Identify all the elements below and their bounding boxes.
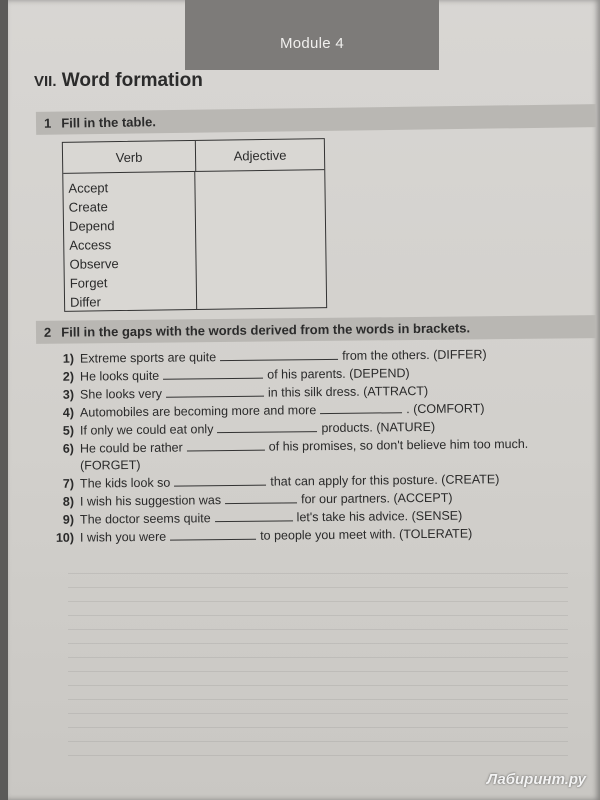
item-text: He could be rather [79, 440, 183, 456]
item-text: Extreme sports are quite [79, 350, 217, 366]
verb-column [63, 172, 197, 311]
item-text: to people you meet with. (TOLERATE) [260, 526, 473, 543]
section-title-text: Word formation [61, 70, 203, 91]
word-formation-table [62, 138, 327, 312]
answer-blank[interactable] [217, 419, 317, 433]
module-header-tab [185, 0, 439, 70]
answer-blank[interactable] [174, 473, 266, 487]
exercise-1-number: 1 [43, 115, 52, 131]
item-text: products. (NATURE) [321, 419, 436, 436]
module-label: Module 4 [279, 35, 345, 52]
answer-blank[interactable] [225, 490, 297, 504]
answer-blank[interactable] [220, 347, 338, 361]
section-title [34, 70, 203, 92]
item-number: 6) [62, 441, 74, 456]
exercise-2-instruction: Fill in the gaps with the words derived from the words in brackets. [61, 320, 471, 340]
table-header-row [63, 139, 324, 174]
table-cell-verb: Forget [69, 275, 108, 291]
watermark: Лабиринт.ру [486, 771, 586, 788]
exercise-1-header [36, 104, 596, 135]
table-header-verb: Verb [63, 141, 196, 173]
exercise-2-number: 2 [43, 324, 52, 340]
item-text: The kids look so [79, 475, 171, 491]
item-text: She looks very [79, 386, 163, 402]
item-number: 7) [62, 476, 75, 491]
list-item [50, 434, 600, 475]
item-number: 5) [62, 423, 75, 438]
item-text: of his parents. (DEPEND) [267, 366, 410, 382]
item-text: If only we could eat only [79, 422, 214, 438]
textbook-page [8, 0, 600, 800]
answer-blank[interactable] [187, 438, 265, 452]
item-text: let's take his advice. (SENSE) [296, 508, 463, 525]
item-text: for our partners. (ACCEPT) [300, 490, 453, 507]
item-number: 8) [62, 494, 75, 509]
table-cell-verb: Depend [68, 218, 115, 234]
section-roman-numeral: VII. [34, 73, 57, 90]
item-number: 1) [62, 351, 75, 366]
item-number: 10) [55, 530, 75, 545]
show-through-texture [68, 560, 568, 760]
item-number: 9) [62, 512, 75, 527]
item-text: . (COMFORT) [406, 401, 485, 417]
exercise-2-header [36, 315, 596, 344]
item-text: in this silk dress. (ATTRACT) [267, 383, 429, 400]
table-body [63, 170, 326, 311]
item-text: that can apply for this posture. (CREATE) [270, 472, 500, 489]
item-text: of his promises, so don't believe him too much. [268, 436, 529, 454]
exercise-2-list [50, 347, 600, 544]
item-number: 4) [62, 405, 75, 420]
answer-blank[interactable] [215, 508, 293, 522]
table-cell-verb: Accept [68, 180, 109, 196]
answer-blank[interactable] [163, 366, 263, 380]
answer-blank[interactable] [320, 400, 402, 414]
table-cell-verb: Access [69, 237, 112, 253]
item-number: 2) [62, 369, 75, 384]
item-text: Automobiles are becoming more and more [79, 403, 317, 420]
item-text: I wish you were [79, 529, 167, 545]
item-text: I wish his suggestion was [79, 493, 222, 509]
item-text: The doctor seems quite [79, 511, 211, 527]
exercise-1-instruction: Fill in the table. [61, 114, 156, 131]
table-header-adjective: Adjective [233, 147, 287, 163]
answer-blank[interactable] [166, 384, 264, 398]
table-cell-verb: Observe [69, 256, 119, 272]
item-text: He looks quite [79, 368, 160, 384]
item-continuation: (FORGET) [80, 457, 141, 473]
table-cell-verb: Create [68, 199, 108, 215]
item-text: from the others. (DIFFER) [342, 347, 487, 363]
table-cell-verb: Differ [69, 294, 101, 310]
item-number: 3) [62, 387, 75, 402]
answer-blank[interactable] [170, 527, 256, 541]
adjective-column-empty[interactable] [195, 170, 326, 309]
